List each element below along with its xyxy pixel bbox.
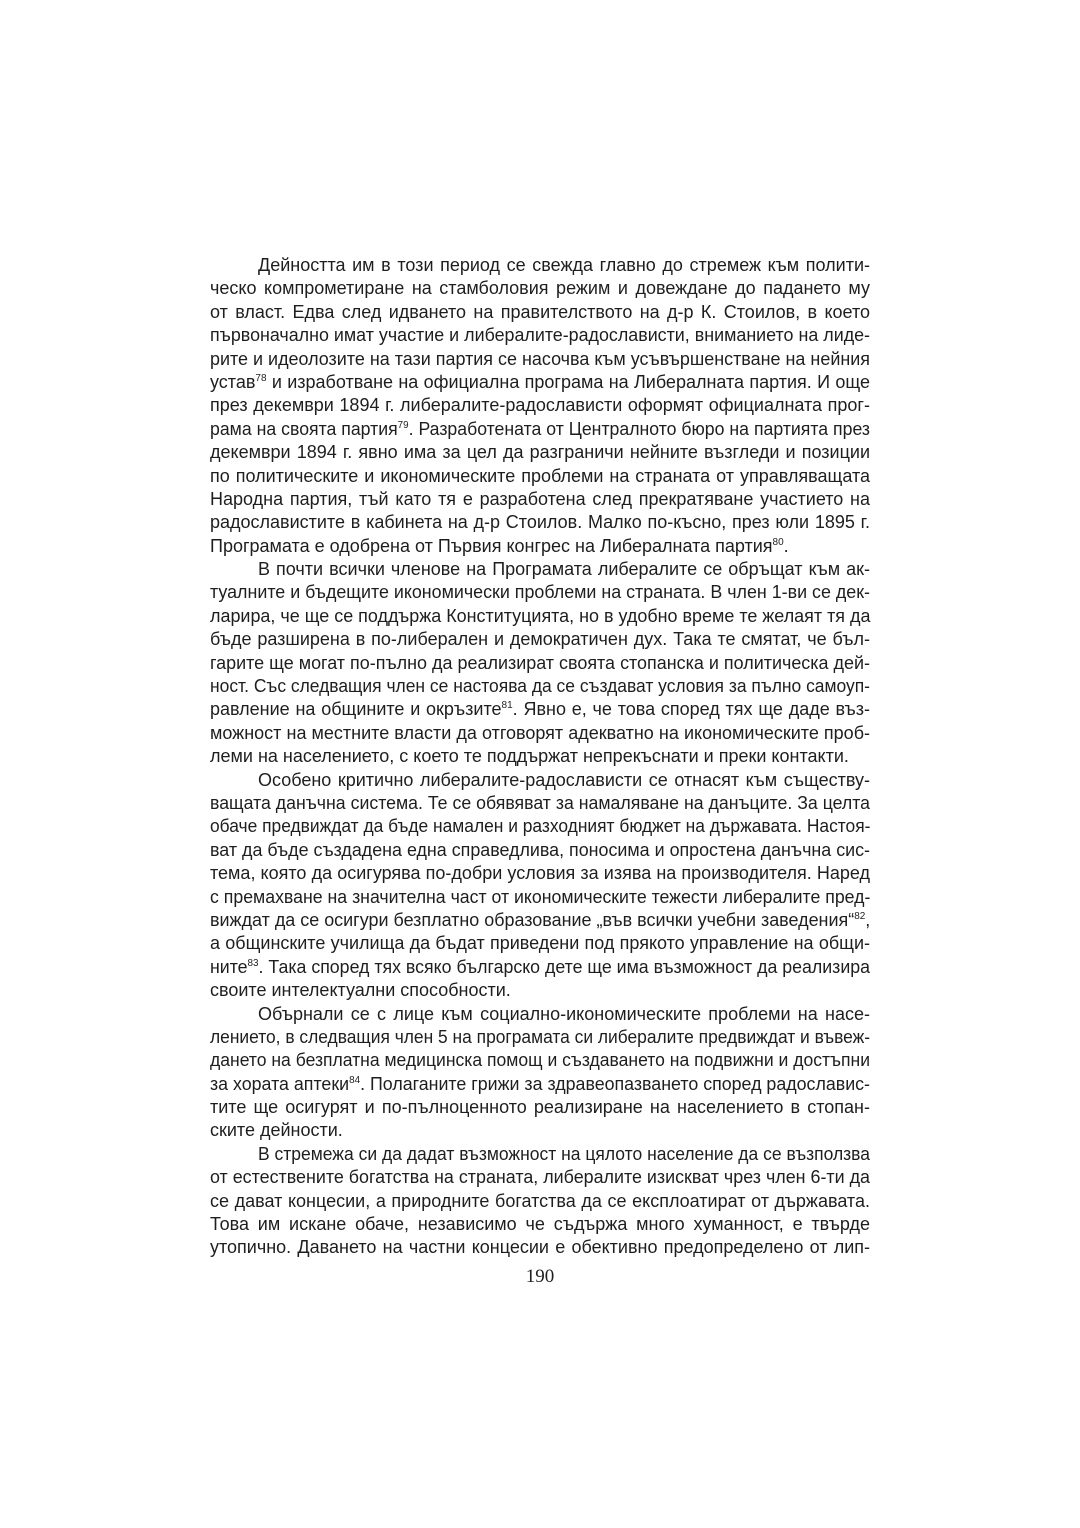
text-line-content	[210, 745, 849, 768]
text-line	[210, 909, 870, 932]
text-run: В почти всички членове на Програмата либералите се обръщат към ак-	[258, 559, 870, 580]
text-line-content	[258, 1003, 870, 1026]
text-line	[210, 1026, 870, 1049]
text-run: . Така според тях всяко българско дете ще има възможност да реализира	[258, 956, 871, 977]
text-line	[210, 1096, 870, 1119]
text-run: .	[783, 535, 789, 556]
text-run: леми на населението, с което те поддържат непрекъснати и преки контакти.	[210, 746, 849, 767]
text-line-content	[210, 441, 870, 464]
text-line	[210, 535, 870, 558]
text-line	[210, 1003, 870, 1026]
text-line	[210, 698, 870, 721]
text-line-content	[210, 862, 870, 885]
text-run: ват да бъде създадена една справедлива, поносима и опростена данъчна сис-	[210, 839, 870, 860]
text-line-content	[258, 769, 870, 792]
text-line	[210, 839, 870, 862]
text-line	[210, 1166, 870, 1189]
text-run: от естествените богатства на страната, либералите изискват чрез член 6-ти да	[210, 1167, 870, 1188]
text-line-content	[210, 1096, 870, 1119]
text-run: Народна партия, тъй като тя е разработена след прекратяване участието на	[210, 488, 870, 509]
text-run: утопично. Даването на частни концесии е обективно предопределено от лип-	[210, 1237, 870, 1258]
text-run: . Полаганите грижи за здравеопазването според радославис-	[360, 1073, 870, 1094]
text-line	[210, 932, 870, 955]
text-run: първоначално имат участие и либералите-радослависти, вниманието на лиде-	[210, 325, 870, 346]
text-line-content	[210, 301, 870, 324]
text-line	[210, 675, 870, 698]
text-line	[210, 1073, 870, 1096]
text-run: през декември 1894 г. либералите-радослависти оформят официалната прог-	[210, 395, 870, 416]
text-line	[210, 1190, 870, 1213]
text-run: радославистите в кабинета на д-р Стоилов. Малко по-късно, през юли 1895 г.	[210, 512, 870, 533]
text-run: равление на общините и окръзите	[210, 699, 502, 720]
text-line-content	[210, 1213, 870, 1236]
text-run: своите интелектуални способности.	[210, 980, 511, 1001]
text-line-content	[210, 839, 870, 862]
text-run: . Разработената от Централното бюро на партията през	[408, 418, 871, 439]
text-run: гарите ще могат по-пълно да реализират своята стопанска и политическа дей-	[210, 652, 870, 673]
text-run: ларира, че ще се поддържа Конституцията, но в удобно време те желаят тя да	[210, 605, 871, 626]
text-line-content	[210, 371, 870, 394]
text-line-content	[258, 1143, 870, 1166]
text-line-content	[210, 581, 870, 604]
text-run: и изработване на официална програма на Либералната партия. И още	[266, 371, 870, 392]
text-line-content	[210, 652, 870, 675]
text-line-content	[210, 675, 870, 698]
text-run: рама на своята партия	[210, 418, 398, 439]
text-line-content	[210, 348, 870, 371]
text-line	[210, 979, 870, 1002]
text-run: ващата данъчна система. Те се обявяват за намаляване на данъците. За целта	[210, 792, 870, 813]
text-line	[210, 348, 870, 371]
text-line	[210, 1049, 870, 1072]
text-line	[210, 956, 870, 979]
text-run: рите и идеолозите на тази партия се насочва към усъвършенстване на нейния	[210, 348, 870, 369]
text-line	[210, 254, 870, 277]
text-line	[210, 511, 870, 534]
text-run: декември 1894 г. явно има за цел да разграничи нейните възгледи и позиции	[210, 442, 870, 463]
text-line	[210, 1119, 870, 1142]
text-line	[210, 1143, 870, 1166]
text-line-content	[258, 558, 870, 581]
text-line	[210, 628, 870, 651]
text-line	[210, 652, 870, 675]
text-line-content	[210, 979, 511, 1002]
text-line-content	[210, 1166, 870, 1189]
text-line	[210, 862, 870, 885]
text-run: ност. Със следващия член се настоява да се създават условия за пълно самоуп-	[210, 676, 870, 697]
footnote-ref: 82	[854, 910, 866, 922]
text-line	[210, 769, 870, 792]
text-run: а общинските училища да бъдат приведени под прякото управление на общи-	[210, 933, 870, 954]
text-line	[210, 441, 870, 464]
text-line	[210, 418, 870, 441]
text-line-content	[210, 956, 870, 979]
text-line-content	[210, 465, 870, 488]
text-line-content	[210, 1119, 343, 1142]
text-line-content	[210, 698, 870, 721]
text-line-content	[210, 932, 870, 955]
text-run: . Явно е, че това според тях ще даде въз-	[512, 699, 870, 720]
body-text	[210, 254, 870, 1260]
text-line-content	[210, 535, 789, 558]
text-line-content	[210, 1190, 870, 1213]
text-line	[210, 277, 870, 300]
text-line	[210, 394, 870, 417]
text-run: с премахване на значителна част от икономическите тежести либералите пред-	[210, 886, 871, 907]
text-run: тема, която да осигурява по-добри условия за изява на производителя. Наред	[210, 863, 870, 884]
text-line	[210, 465, 870, 488]
text-line-content	[210, 909, 870, 932]
text-run: Особено критично либералите-радослависти се отнасят към съществу-	[258, 769, 870, 790]
text-run: ческо компрометиране на стамболовия режим и довеждане до падането му	[210, 278, 870, 299]
text-line-content	[210, 1026, 870, 1049]
text-line	[210, 815, 870, 838]
text-line	[210, 886, 870, 909]
text-line	[210, 581, 870, 604]
text-run: виждат да се осигури безплатно образование „във всички учебни заведения“	[210, 909, 855, 930]
text-line-content	[210, 1073, 870, 1096]
footnote-ref: 78	[255, 372, 267, 384]
text-line	[210, 488, 870, 511]
text-run: устав	[210, 371, 256, 392]
text-line-content	[210, 511, 870, 534]
text-line	[210, 722, 870, 745]
text-line-content	[210, 628, 870, 651]
text-run: можност на местните власти да отговорят адекватно на икономическите проб-	[210, 722, 870, 743]
text-line-content	[210, 815, 870, 838]
text-run: Обърнали се с лице към социално-икономическите проблеми на насе-	[258, 1003, 870, 1024]
text-run: бъде разширена в по-либерален и демократичен дух. Така те смятат, че бъл-	[210, 629, 870, 650]
text-line	[210, 301, 870, 324]
text-line-content	[210, 1236, 870, 1259]
text-line-content	[210, 488, 870, 511]
text-run: лението, в следващия член 5 на програмата си либералите предвиждат и въвеж-	[210, 1026, 871, 1047]
text-line-content	[210, 722, 870, 745]
text-line-content	[258, 254, 870, 277]
text-run: В стремежа си да дадат възможност на цялото население да се възползва	[258, 1143, 870, 1164]
text-line	[210, 792, 870, 815]
footnote-ref: 81	[501, 700, 513, 712]
text-run: дането на безплатна медицинска помощ и създаването на подвижни и достъпни	[210, 1050, 870, 1071]
text-line-content	[210, 277, 870, 300]
text-run: Това им искане обаче, независимо че съдържа много хуманност, е твърде	[210, 1214, 870, 1235]
text-run: от власт. Едва след идването на правителството на д-р К. Стоилов, в което	[210, 301, 870, 322]
text-line	[210, 371, 870, 394]
text-run: по политическите и икономическите проблеми на страната от управляващата	[210, 465, 870, 486]
text-line-content	[210, 1049, 870, 1072]
text-line-content	[210, 324, 870, 347]
text-run: обаче предвиждат да бъде намален и разходният бюджет на държавата. Настоя-	[210, 816, 871, 837]
footnote-ref: 79	[397, 419, 409, 431]
text-run: за хората аптеки	[210, 1073, 350, 1094]
text-run: ,	[865, 909, 871, 930]
text-line	[210, 558, 870, 581]
text-line-content	[210, 605, 870, 628]
text-run: Програмата е одобрена от Първия конгрес на Либералната партия	[210, 535, 773, 556]
text-line	[210, 745, 870, 768]
text-line-content	[210, 394, 870, 417]
text-run: ските дейности.	[210, 1120, 343, 1141]
text-run: се дават концесии, а природните богатства да се експлоатират от държавата.	[210, 1190, 870, 1211]
footnote-ref: 80	[772, 536, 784, 548]
text-line	[210, 605, 870, 628]
text-line	[210, 324, 870, 347]
text-line	[210, 1236, 870, 1259]
text-line-content	[210, 418, 870, 441]
text-run: ните	[210, 956, 248, 977]
text-line	[210, 1213, 870, 1236]
text-line-content	[210, 792, 870, 815]
text-run: туалните и бъдещите икономически проблеми на страната. В член 1-ви се дек-	[210, 582, 870, 603]
text-run: Дейността им в този период се свежда главно до стремеж към полити-	[258, 255, 870, 275]
page-number: 190	[525, 1266, 555, 1287]
text-run: тите ще осигурят и по-пълноценното реализиране на населението в стопан-	[210, 1097, 870, 1118]
footnote-ref: 83	[247, 957, 259, 969]
footnote-ref: 84	[349, 1074, 361, 1086]
text-line-content	[210, 886, 870, 909]
